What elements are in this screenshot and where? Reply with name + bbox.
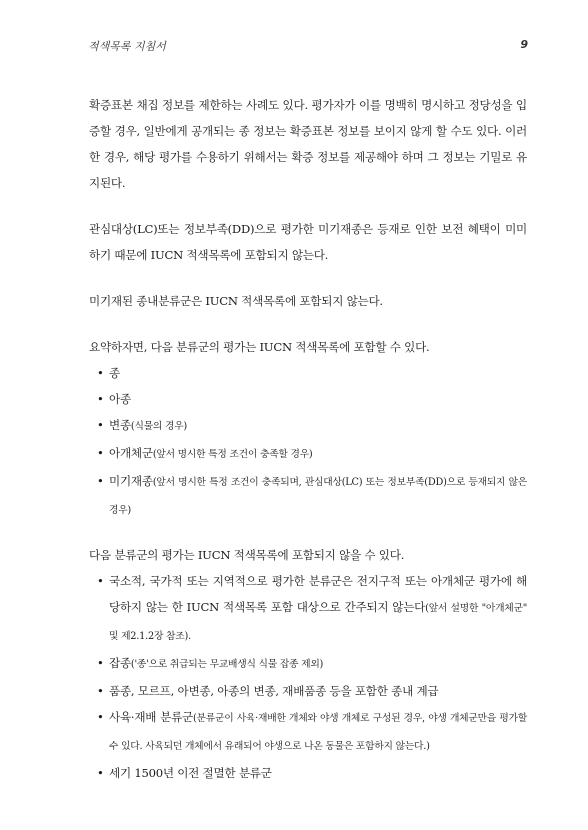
body-text — [89, 92, 527, 786]
list-item: • 미기재종(앞서 명시한 특정 조건이 충족되며, 관심대상(LC) 또는 정보부족(DD)으로 등재되지 않은 경우) — [89, 468, 527, 524]
list-item: • 종 — [89, 360, 527, 386]
list-item: • 아종 — [89, 386, 527, 412]
page-number: 9 — [520, 38, 528, 51]
list-item: • 국소적, 국가적 또는 지역적으로 평가한 분류군은 전지구적 또는 아개체군 평가에 해당하지 않는 한 IUCN 적색목록 포함 대상으로 간주되지 않는다(앞서 설명한 "아개체군" 및 제2.1.2장 참조). — [89, 568, 527, 650]
paragraph-infraspecific: 미기재된 종내분류군은 IUCN 적색목록에 포함되지 않는다. — [89, 294, 383, 308]
list-item: • 잡종('종'으로 취급되는 무교배생식 식물 잡종 제외) — [89, 650, 527, 678]
list-item: • 변종(식물의 경우) — [89, 412, 527, 440]
paragraph-included-intro: 요약하자면, 다음 분류군의 평가는 IUCN 적색목록에 포함할 수 있다. — [89, 340, 430, 354]
list-item: • 아개체군(앞서 명시한 특정 조건이 충족할 경우) — [89, 440, 527, 468]
list-item: • 사육·재배 분류군(분류군이 사육·재배한 개체와 야생 개체로 구성된 경우, 야생 개체군만을 평가할 수 있다. 사육되던 개체에서 유래되어 야생으로 나온 동물은 포함하지 않는다.) — [89, 704, 527, 760]
running-header-title: 적색목록 지침서 — [88, 40, 166, 53]
list-item: • 세기 1500년 이전 절멸한 분류군 — [89, 760, 527, 786]
paragraph-excluded-intro: 다음 분류군의 평가는 IUCN 적색목록에 포함되지 않을 수 있다. — [89, 548, 405, 562]
paragraph-undescribed-lc-dd: 관심대상(LC)또는 정보부족(DD)으로 평가한 미기재종은 등재로 인한 보전 혜택이 미미하기 때문에 IUCN 적색목록에 포함되지 않는다. — [89, 222, 527, 262]
paragraph-voucher-restriction: 확증표본 채집 정보를 제한하는 사례도 있다. 평가자가 이를 명백히 명시하고 정당성을 입증할 경우, 일반에게 공개되는 종 정보는 확증표본 정보를 보이지 않게 할 수도 있다. 이러한 경우, 해당 평가를 수용하기 위해서는 확증 정보를 제공해야 하며 그 정보는 기밀로 유지된다. — [89, 98, 527, 190]
running-header — [88, 38, 528, 54]
excluded-taxa-list — [89, 568, 527, 786]
included-taxa-list — [89, 360, 527, 524]
list-item: • 품종, 모르프, 아변종, 아종의 변종, 재배품종 등을 포함한 종내 계급 — [89, 678, 527, 704]
